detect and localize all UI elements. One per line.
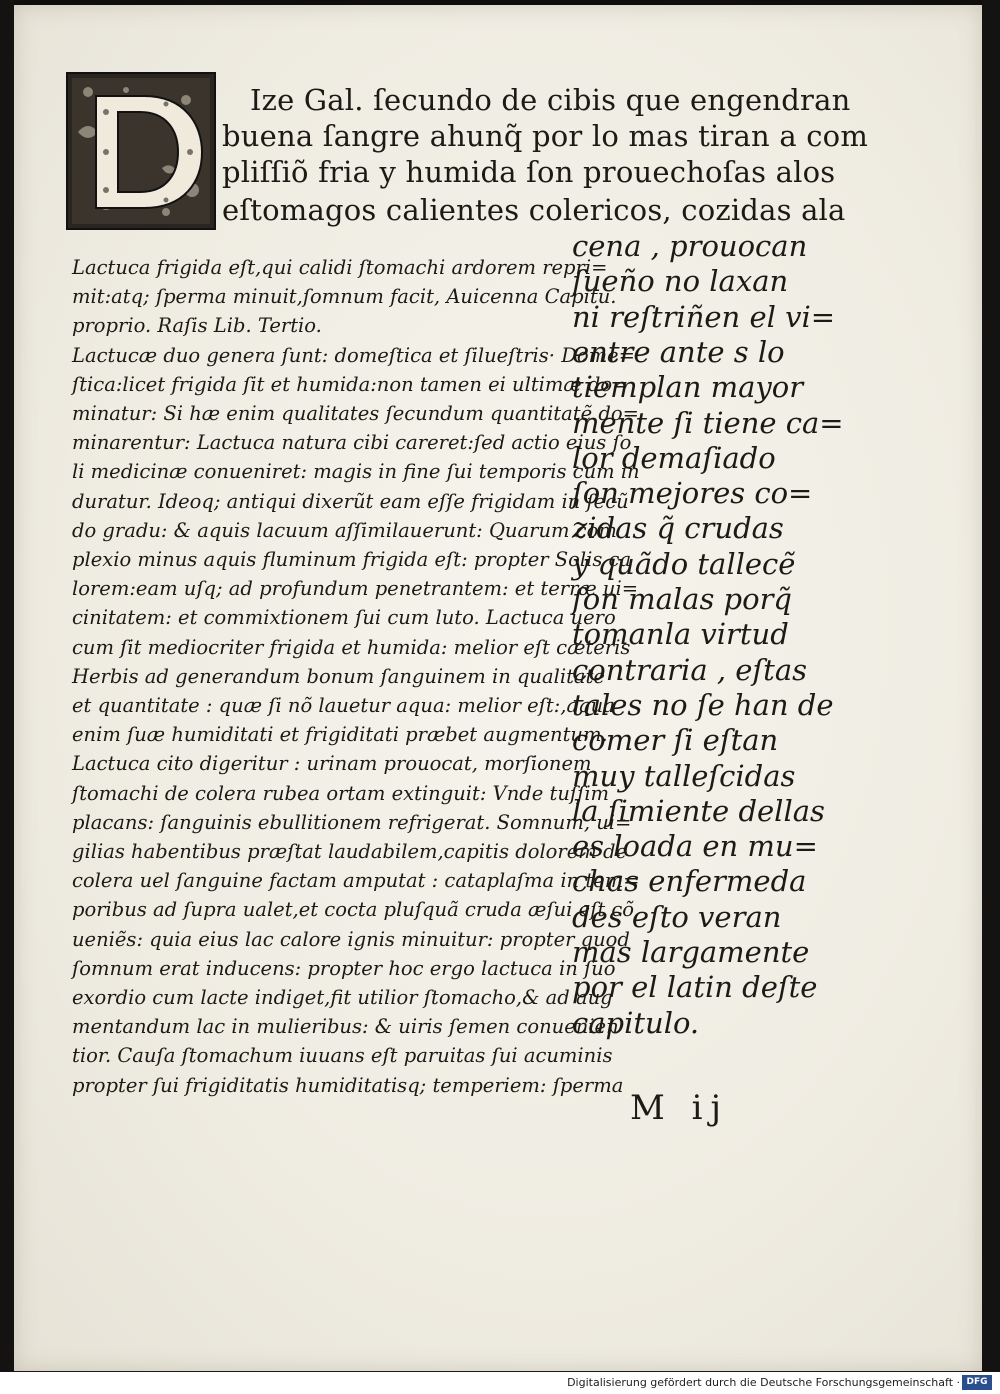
left-column-line: ſomnum erat inducens: propter hoc ergo lactuca in ſuo [72,956,616,980]
right-column-line: lor demaſiado [572,440,776,475]
left-column-line: propter ſui frigiditatis humiditatisq; temperiem: ſperma [72,1073,624,1097]
right-column-line: contraria , eſtas [572,652,807,687]
left-column-line: ſtica:licet frigida ſit et humida:non tamen ei ultimæ do= [72,372,629,396]
left-column-line: gilias habentibus præſtat laudabilem,capitis dolorem de [72,840,627,863]
right-column-line: mente ſi tiene ca= [572,405,844,440]
right-column-line: zidas q̃ crudas [572,511,784,546]
scan-border-right [982,0,1000,1372]
right-column-line: tales no ſe han de [572,687,834,722]
right-column-line: tomanla virtud [572,617,789,652]
left-column-line: duratur. Ideoq; antiqui dixerũt eam eſſe frigidam in ſecũ [72,489,629,513]
left-column-line: colera uel ſanguine factam amputat : cataplaſma in tem= [72,869,640,893]
right-column-line: chas enfermeda [572,864,807,899]
left-column-line: tior. Cauſa ſtomachum iuuans eſt paruitas ſui acuminis [72,1044,613,1068]
left-column-line: mit:atq; ſperma minuit,ſomnum facit, Auicenna Capitu. [72,285,617,309]
right-column-line: ſon malas porq̃ [572,582,792,616]
left-column-line: cinitatem: et commixtionem ſui cum luto. Lactuca uero [72,606,616,630]
right-column-line: cena , prouocan [572,229,808,263]
left-column-line: lorem:eam uſq; ad profundum penetrantem: et terræ ui= [72,577,639,601]
right-column-line: muy talleſcidas [572,758,796,793]
left-column-line: Lactuca frigida eſt,qui calidi ſtomachi ardorem repri= [72,256,608,279]
heading-line: buena ſangre ahunq̃ por lo mas tiran a com [222,119,869,153]
left-column-line: mentandum lac in mulieribus: & uiris ſemen conuenien [72,1015,619,1039]
left-column-line: exordio cum lacte indiget,fit utilior ſtomacho,& ad aug [72,986,613,1009]
left-column-line: plexio minus aquis fluminum frigida eſt: propter Solis ca [72,548,632,571]
left-column-line: do gradu: & aquis lacuum aſſimilauerunt: Quarum com [72,518,617,542]
left-column-line: li medicinæ conueniret: magis in fine ſui temporis cum in [72,460,640,484]
right-column-line: comer ſi eſtan [572,723,779,758]
dfg-logo: DFG [962,1375,992,1390]
left-column-line: enim ſuæ humiditati et frigiditati præbet augmentum. [72,723,608,747]
signature-mark: M ij [630,1088,730,1128]
left-column-line: poribus ad ſupra ualet,et cocta pluſquã cruda æſui eſt cõ [72,898,635,922]
heading-line: eſtomagos calientes colericos, cozidas ala [222,193,846,227]
right-column-line: la ſimiente dellas [572,793,825,828]
right-column-line: y quãdo tallecẽ [572,546,796,581]
right-column-line: mas largamente [572,935,810,969]
left-column-line: et quantitate : quæ ſi nõ lauetur aqua: melior eſt:,aqua [72,694,615,717]
left-column-line: cum ſit mediocriter frigida et humida: melior eſt cæteris [72,635,631,659]
right-column-line: des eſto veran [572,899,782,934]
heading-line: Ize Gal. ſecundo de cibis que engendran [250,83,851,117]
left-column-line: Lactuca cito digeritur : urinam prouocat, morſionem [72,752,592,776]
left-column-line: proprio. Raſis Lib. Tertio. [72,314,322,338]
left-column-line: Herbis ad generandum bonum ſanguinem in qualitate [72,664,605,688]
left-column-line: ſtomachi de colera rubea ortam extinguit: Vnde tuſſim [72,781,610,805]
left-column-line: Lactucæ duo genera ſunt: domeſtica et ſilueſtris· Dome= [72,343,635,367]
right-column-line: capitulo. [572,1005,700,1040]
left-column-line: placans: ſanguinis ebullitionem refrigerat. Somnum, ui= [72,810,632,834]
right-column-line: ſon mejores co= [572,476,813,511]
left-column-line: ueniẽs: quia eius lac calore ignis minuitur: propter quod [72,927,630,951]
right-column-line: entre ante s lo [572,334,785,369]
right-column-line: ſueño no laxan [572,264,789,299]
funding-notice: Digitalisierung gefördert durch die Deutsche Forschungsgemeinschaft · [567,1376,960,1389]
right-column-line: es loada en mu= [572,829,818,864]
right-column-line: tiemplan mayor [572,370,804,405]
right-column-line: por el latin deſte [572,970,818,1005]
left-column-line: minarentur: Lactuca natura cibi careret:ſed actio eius ſo [72,431,632,455]
right-column-line: ni reſtriñen el vi= [572,299,836,334]
left-column-line: minatur: Si hæ enim qualitates ſecundum quantitatẽ do= [72,402,639,425]
decorated-initial-d [66,72,216,230]
scan-border-left [0,0,14,1372]
heading-line: pliſſiõ fria y humida ſon prouechoſas alos [222,155,836,189]
